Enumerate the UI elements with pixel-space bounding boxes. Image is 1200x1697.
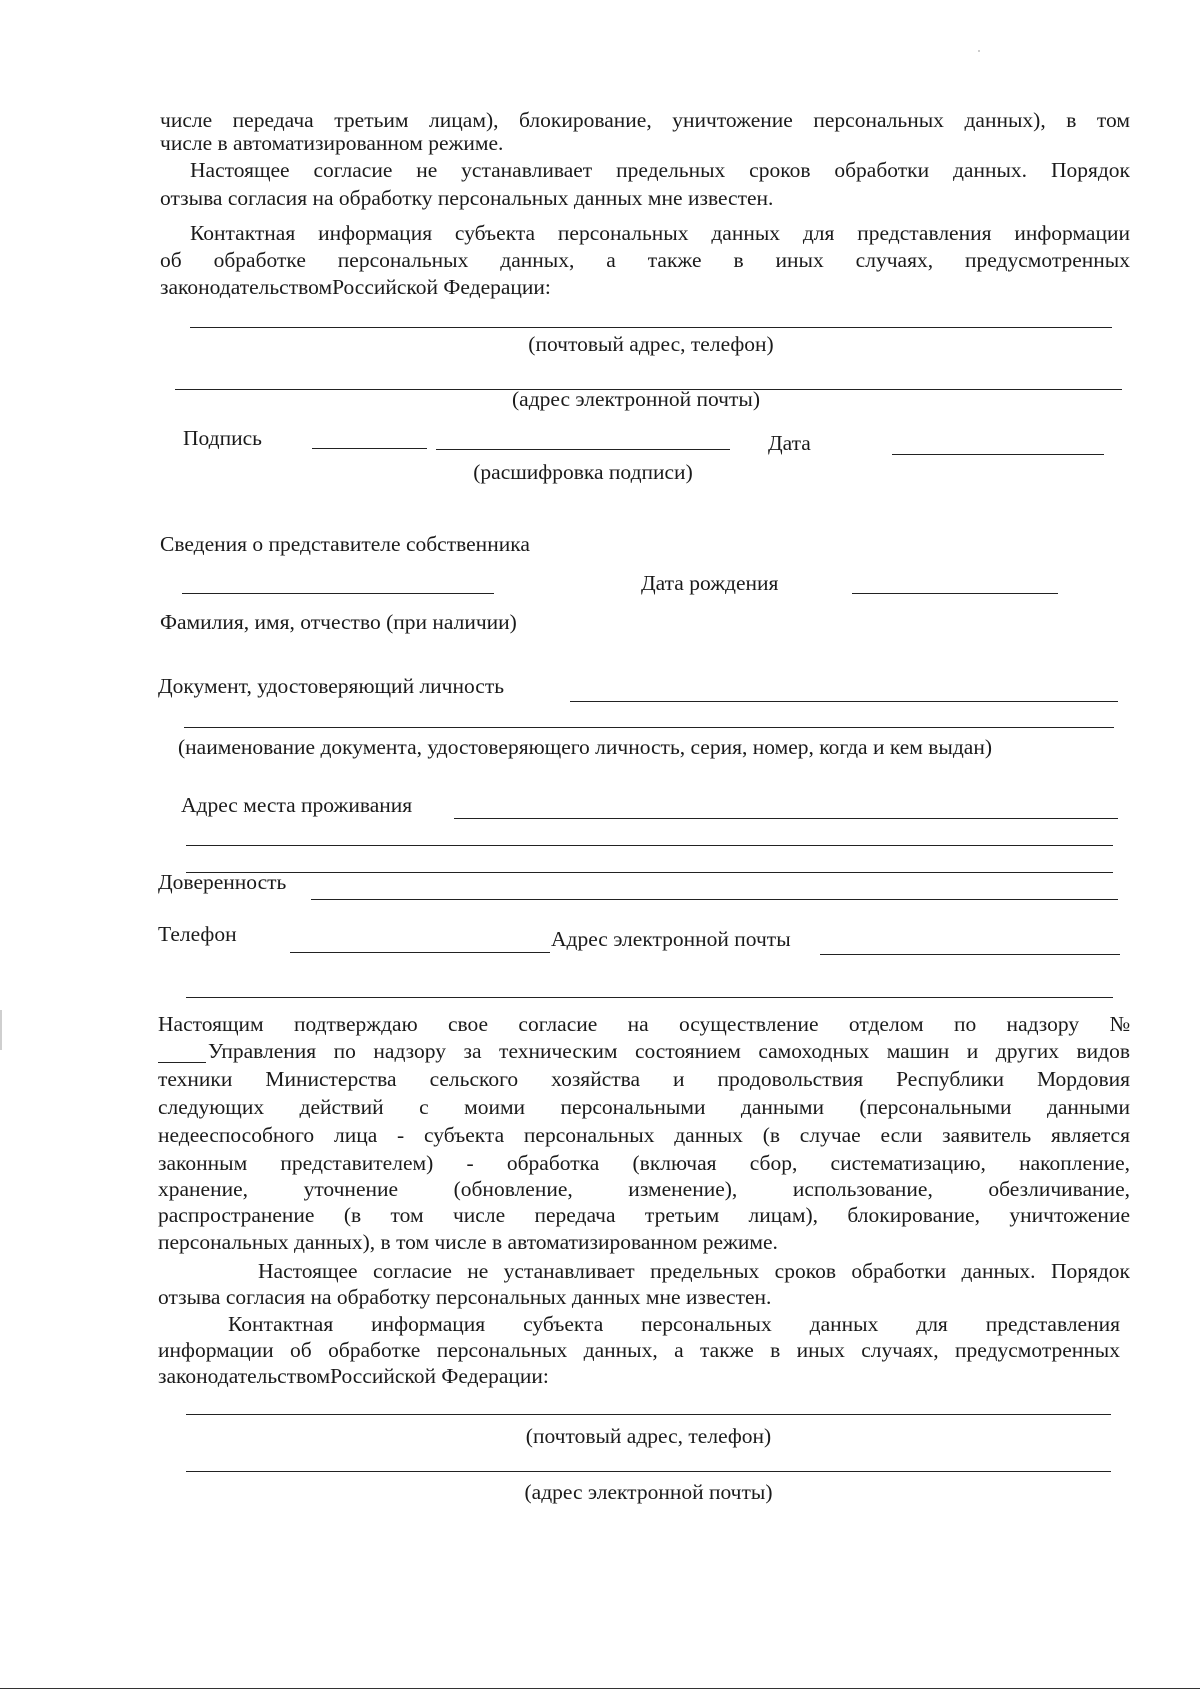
consent-line-9: персональных данных), в том числе в автоматизированном режиме. xyxy=(158,1230,778,1254)
id-document-line-2[interactable] xyxy=(184,727,1114,728)
consent-p2-line-1: Настоящее согласие не устанавливает предельных сроков обработки данных. Порядок xyxy=(258,1259,1130,1283)
signature-label: Подпись xyxy=(183,426,262,450)
email-caption: (адрес электронной почты) xyxy=(512,387,760,411)
top-p1-line-2: числе в автоматизированном режиме. xyxy=(160,131,504,155)
date-label: Дата xyxy=(768,431,811,455)
scan-speck xyxy=(978,50,980,52)
representative-email-line[interactable] xyxy=(820,954,1120,955)
power-of-attorney-line[interactable] xyxy=(311,899,1118,900)
consent-line-2: Управления по надзору за техническим состоянием самоходных машин и других видов xyxy=(208,1039,1130,1063)
consent-line-1: Настоящим подтверждаю свое согласие на осуществление отделом по надзору № xyxy=(158,1012,1130,1036)
top-p2-line-1: Настоящее согласие не устанавливает предельных сроков обработки данных. Порядок xyxy=(190,158,1130,182)
signature-decoding-line[interactable] xyxy=(436,449,730,450)
address-line-2[interactable] xyxy=(186,845,1113,846)
birth-date-label: Дата рождения xyxy=(641,571,779,595)
separator-line xyxy=(186,997,1113,998)
consent-p3-line-3: законодательствомРоссийской Федерации: xyxy=(158,1364,549,1388)
consent-postal-address-caption: (почтовый адрес, телефон) xyxy=(525,1424,772,1448)
consent-line-3: техники Министерства сельского хозяйства и продовольствия Республики Мордовия xyxy=(158,1067,1130,1091)
representative-email-label: Адрес электронной почты xyxy=(551,927,791,951)
top-p2-line-2: отзыва согласия на обработку персональных данных мне известен. xyxy=(160,186,774,210)
consent-line-6: законным представителем) - обработка (включая сбор, систематизацию, накопление, xyxy=(158,1151,1130,1175)
consent-line-7: хранение, уточнение (обновление, изменение), использование, обезличивание, xyxy=(158,1177,1130,1201)
scan-edge-mark xyxy=(0,1010,2,1050)
department-number-blank[interactable] xyxy=(158,1062,206,1063)
top-p3-line-1: Контактная информация субъекта персональных данных для представления информации xyxy=(190,221,1130,245)
phone-line[interactable] xyxy=(290,952,550,953)
consent-p2-line-2: отзыва согласия на обработку персональных данных мне известен. xyxy=(158,1285,772,1309)
fio-label: Фамилия, имя, отчество (при наличии) xyxy=(160,610,517,634)
id-document-line-1[interactable] xyxy=(570,701,1118,702)
consent-email-line[interactable] xyxy=(186,1471,1111,1472)
phone-label: Телефон xyxy=(158,922,237,946)
signature-decoding-caption: (расшифровка подписи) xyxy=(473,460,693,484)
power-of-attorney-label: Доверенность xyxy=(158,870,287,894)
postal-address-line[interactable] xyxy=(190,327,1112,328)
address-label: Адрес места проживания xyxy=(181,793,413,817)
id-document-caption: (наименование документа, удостоверяющего личность, серия, номер, когда и кем выдан) xyxy=(178,735,992,759)
consent-postal-address-line[interactable] xyxy=(186,1414,1111,1415)
postal-address-caption: (почтовый адрес, телефон) xyxy=(528,332,774,356)
birth-date-line[interactable] xyxy=(852,593,1058,594)
top-p3-line-3: законодательствомРоссийской Федерации: xyxy=(160,275,551,299)
address-line-3[interactable] xyxy=(186,872,1113,873)
id-document-label: Документ, удостоверяющий личность xyxy=(158,674,505,698)
signature-line[interactable] xyxy=(312,448,427,449)
representative-heading: Сведения о представителе собственника xyxy=(160,532,530,556)
address-line-1[interactable] xyxy=(454,818,1118,819)
consent-p3-line-2: информации об обработке персональных данных, а также в иных случаях, предусмотренных xyxy=(158,1338,1120,1362)
date-line[interactable] xyxy=(892,454,1104,455)
top-p1-line-1: числе передача третьим лицам), блокирование, уничтожение персональных данных), в том xyxy=(160,108,1130,132)
consent-email-caption: (адрес электронной почты) xyxy=(524,1480,773,1504)
consent-p3-line-1: Контактная информация субъекта персональных данных для представления xyxy=(228,1312,1120,1336)
top-p3-line-2: об обработке персональных данных, а также в иных случаях, предусмотренных xyxy=(160,248,1130,272)
consent-line-4: следующих действий с моими персональными данными (персональными данными xyxy=(158,1095,1130,1119)
fio-line[interactable] xyxy=(182,593,494,594)
consent-line-2-row xyxy=(158,1041,1130,1063)
consent-line-8: распространение (в том числе передача третьим лицам), блокирование, уничтожение xyxy=(158,1203,1130,1227)
consent-line-5: недееспособного лица - субъекта персональных данных (в случае если заявитель является xyxy=(158,1123,1130,1147)
page-bottom-edge-line xyxy=(0,1688,1200,1689)
